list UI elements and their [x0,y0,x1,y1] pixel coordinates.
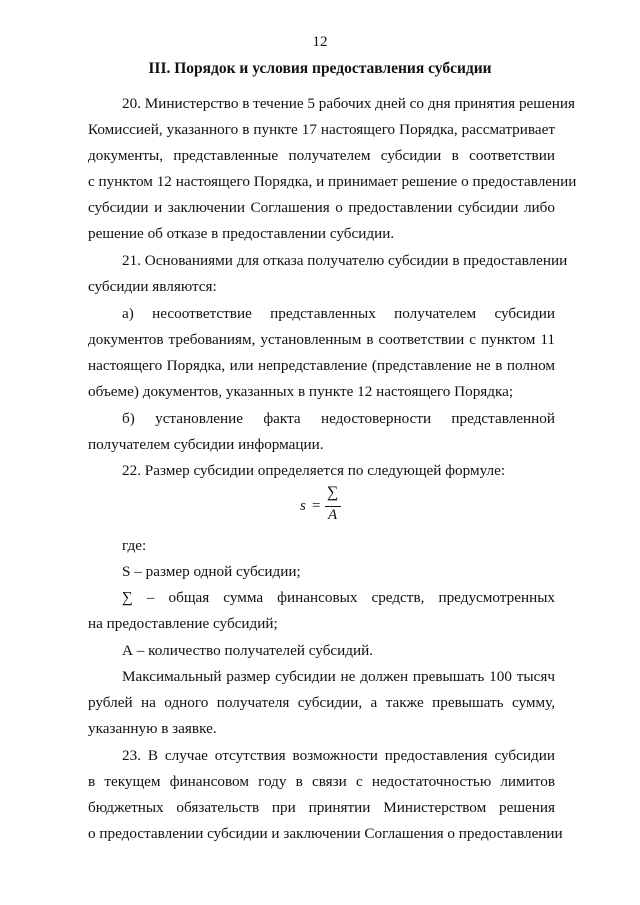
text-line: субсидии и заключении Соглашения о предоставлении субсидии либо [88,199,555,216]
text-line: 21. Основаниями для отказа получателю субсидии в предоставлении [122,252,568,269]
text-line: указанную в заявке. [88,720,217,737]
text-line: А – количество получателей субсидий. [122,642,374,659]
text-line: 20. Министерство в течение 5 рабочих дней со дня принятия решения [122,95,575,112]
text-line: S – размер одной субсидии; [122,563,301,580]
text-line: настоящего Порядка, или непредставление (представление не в полном [88,357,555,374]
text-line: документов требованиям, установленным в соответствии с пунктом 11 [88,331,555,348]
section-title: III. Порядок и условия предоставления субсидии [148,60,492,77]
text-line: бюджетных обязательств при принятии Министерством решения [88,799,555,816]
text-line: 22. Размер субсидии определяется по следующей формуле: [122,462,506,479]
text-line: о предоставлении субсидии и заключении Соглашения о предоставлении [88,825,563,842]
text-line: объеме) документов, указанных в пункте 12 настоящего Порядка; [88,383,514,400]
formula-equals: = [312,498,321,514]
text-line: ∑ – общая сумма финансовых средств, предусмотренных [122,589,555,606]
text-line: Максимальный размер субсидии не должен превышать 100 тысяч [122,668,555,685]
subsidy-formula [0,484,640,528]
text-line: с пунктом 12 настоящего Порядка, и принимает решение о предоставлении [88,173,577,190]
page-number: 12 [312,34,328,50]
text-line: в текущем финансовом году в связи с недостаточностью лимитов [88,773,555,790]
formula-numerator: ∑ [327,484,339,501]
text-line: решение об отказе в предоставлении субсидии. [88,225,395,242]
text-line: субсидии являются: [88,278,217,295]
text-line: б) установление факта недостоверности представленной [122,410,555,427]
text-line: Комиссией, указанного в пункте 17 настоящего Порядка, рассматривает [88,121,555,138]
text-line: а) несоответствие представленных получателем субсидии [122,305,555,322]
text-line: документы, представленные получателем субсидии в соответствии [88,147,555,164]
text-line: получателем субсидии информации. [88,436,324,453]
text-line: 23. В случае отсутствия возможности предоставления субсидии [122,747,555,764]
formula-lhs: s [300,498,306,514]
text-line: где: [122,537,147,554]
text-line: рублей на одного получателя субсидии, а также превышать сумму, [88,694,555,711]
text-line: на предоставление субсидий; [88,615,278,632]
formula-denominator: A [328,507,338,523]
